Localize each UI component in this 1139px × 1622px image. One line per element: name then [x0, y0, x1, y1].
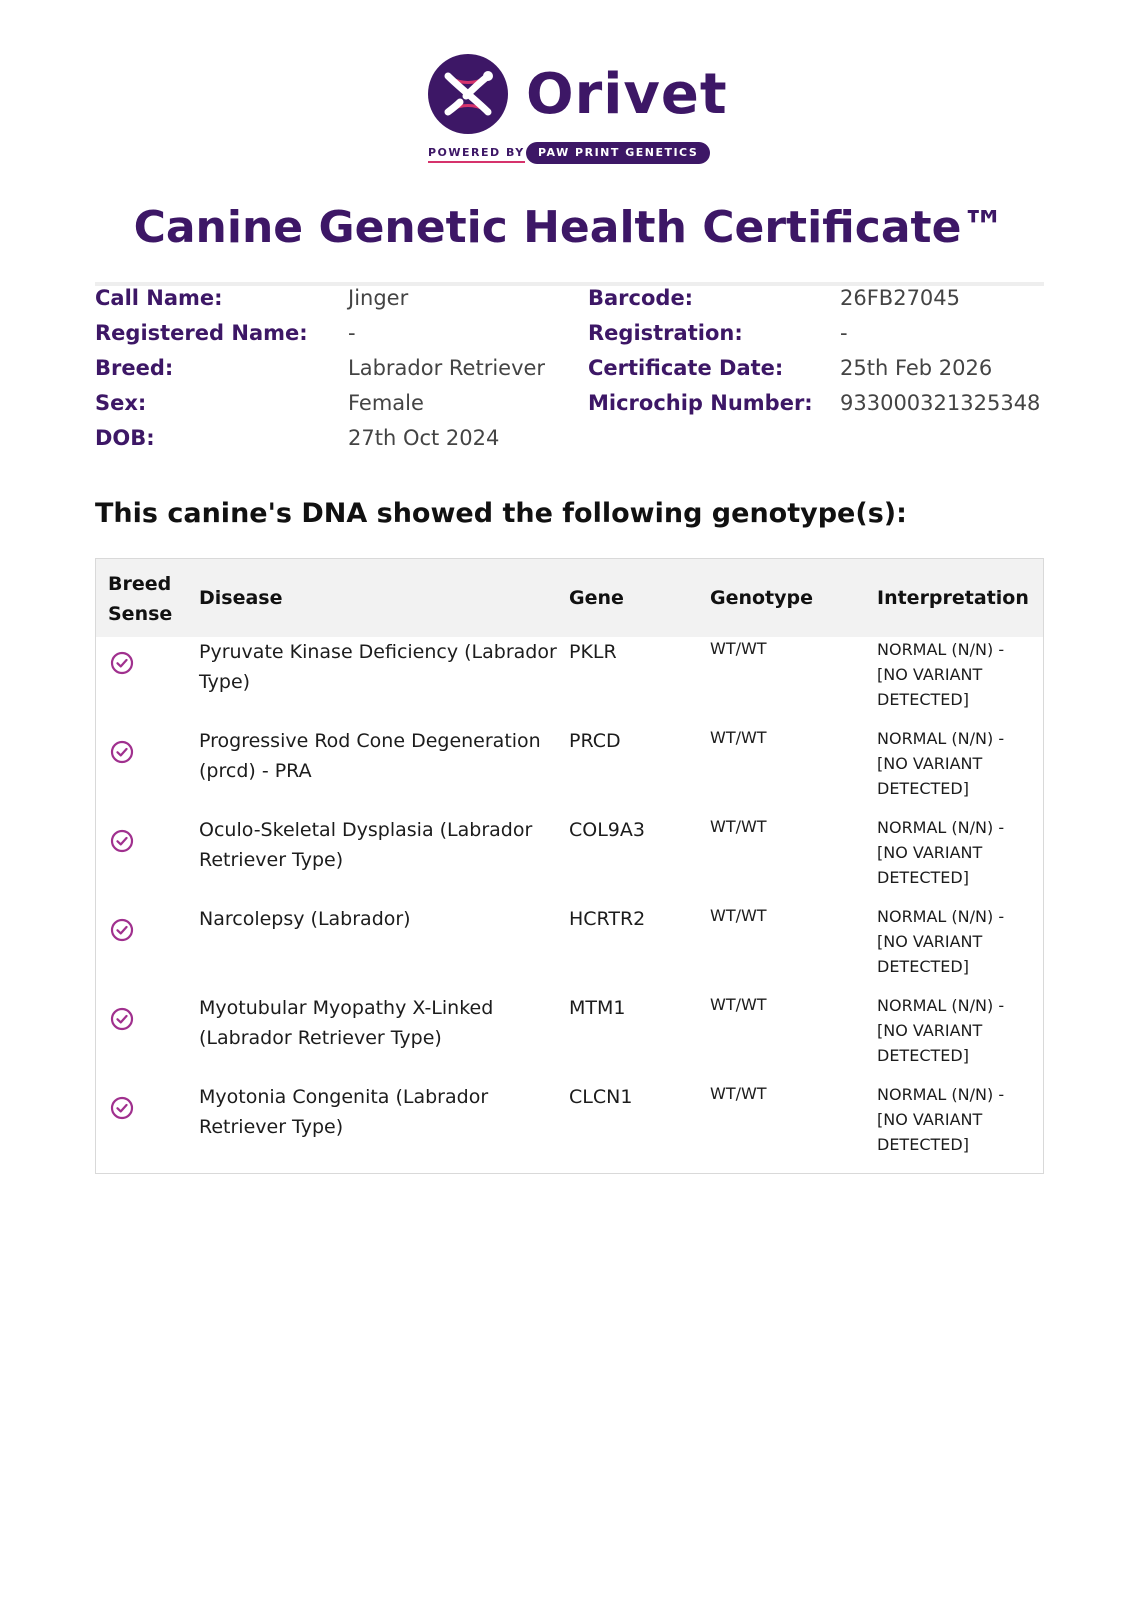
check-circle-icon	[110, 829, 134, 853]
genotype-cell: WT/WT	[710, 995, 767, 1014]
interpretation-line3: DETECTED]	[877, 868, 969, 887]
interpretation-line2: [NO VARIANT	[877, 665, 983, 684]
interpretation-line1: NORMAL (N/N) -	[877, 1085, 1005, 1104]
dob-label: DOB:	[95, 426, 155, 450]
disease-line2: (prcd) - PRA	[199, 760, 312, 782]
check-circle-icon	[110, 1096, 134, 1120]
check-circle-icon	[110, 918, 134, 942]
interpretation-line3: DETECTED]	[877, 1135, 969, 1154]
certificate-title: Canine Genetic Health Certificate™	[133, 202, 1006, 253]
disease-line2: Retriever Type)	[199, 1116, 344, 1138]
header-genotype: Genotype	[710, 587, 814, 609]
barcode-label: Barcode:	[588, 286, 694, 310]
microchip-label: Microchip Number:	[588, 391, 813, 415]
breed-label: Breed:	[95, 356, 174, 380]
registration-value: -	[840, 321, 848, 345]
table-header	[96, 559, 1043, 637]
registered-name-value: -	[348, 321, 356, 345]
interpretation-line3: DETECTED]	[877, 690, 969, 709]
gene-cell: PKLR	[569, 641, 617, 663]
disease-line1: Oculo-Skeletal Dysplasia (Labrador	[199, 819, 533, 841]
disease-line2: Retriever Type)	[199, 849, 344, 871]
disease-line1: Narcolepsy (Labrador)	[199, 908, 411, 930]
header-breed-sense-line1: Breed	[108, 573, 172, 595]
genotype-cell: WT/WT	[710, 639, 767, 658]
interpretation-line2: [NO VARIANT	[877, 754, 983, 773]
results-heading: This canine's DNA showed the following genotype(s):	[95, 498, 907, 529]
interpretation-line1: NORMAL (N/N) -	[877, 996, 1005, 1015]
genotype-cell: WT/WT	[710, 728, 767, 747]
header-interpretation: Interpretation	[877, 587, 1029, 609]
interpretation-line3: DETECTED]	[877, 779, 969, 798]
gene-cell: HCRTR2	[569, 908, 646, 930]
certificate-date-label: Certificate Date:	[588, 356, 784, 380]
microchip-value: 933000321325348	[840, 391, 1041, 415]
call-name-value: Jinger	[348, 286, 409, 310]
gene-cell: CLCN1	[569, 1086, 633, 1108]
sex-value: Female	[348, 391, 424, 415]
interpretation-line2: [NO VARIANT	[877, 932, 983, 951]
gene-cell: MTM1	[569, 997, 626, 1019]
interpretation-line1: NORMAL (N/N) -	[877, 640, 1005, 659]
table-row	[96, 904, 1043, 993]
table-row	[96, 993, 1043, 1082]
interpretation-line2: [NO VARIANT	[877, 1021, 983, 1040]
gene-cell: COL9A3	[569, 819, 645, 841]
check-circle-icon	[110, 740, 134, 764]
disease-line1: Myotonia Congenita (Labrador	[199, 1086, 489, 1108]
barcode-value: 26FB27045	[840, 286, 961, 310]
dob-value: 27th Oct 2024	[348, 426, 500, 450]
partner-badge: PAW PRINT GENETICS	[526, 142, 710, 164]
genotype-cell: WT/WT	[710, 906, 767, 925]
interpretation-line3: DETECTED]	[877, 1046, 969, 1065]
disease-line2: (Labrador Retriever Type)	[199, 1027, 442, 1049]
genotype-cell: WT/WT	[710, 1084, 767, 1103]
brand-name: Orivet	[526, 62, 728, 127]
check-circle-icon	[110, 651, 134, 675]
genotype-table	[95, 558, 1044, 1174]
certificate-date-value: 25th Feb 2026	[840, 356, 993, 380]
table-row	[96, 815, 1043, 904]
disease-line1: Pyruvate Kinase Deficiency (Labrador	[199, 641, 557, 663]
gene-cell: PRCD	[569, 730, 621, 752]
orivet-logo	[428, 54, 728, 166]
header-gene: Gene	[569, 587, 624, 609]
genotype-cell: WT/WT	[710, 817, 767, 836]
interpretation-line2: [NO VARIANT	[877, 1110, 983, 1129]
registered-name-label: Registered Name:	[95, 321, 308, 345]
sex-label: Sex:	[95, 391, 147, 415]
disease-line1: Progressive Rod Cone Degeneration	[199, 730, 541, 752]
table-row	[96, 726, 1043, 815]
breed-value: Labrador Retriever	[348, 356, 546, 380]
table-row	[96, 1082, 1043, 1171]
powered-by-label: POWERED BY	[428, 146, 525, 163]
interpretation-line2: [NO VARIANT	[877, 843, 983, 862]
header-disease: Disease	[199, 587, 283, 609]
table-row	[96, 637, 1043, 726]
interpretation-line3: DETECTED]	[877, 957, 969, 976]
interpretation-line1: NORMAL (N/N) -	[877, 729, 1005, 748]
registration-label: Registration:	[588, 321, 743, 345]
call-name-label: Call Name:	[95, 286, 223, 310]
interpretation-line1: NORMAL (N/N) -	[877, 818, 1005, 837]
header-breed-sense-line2: Sense	[108, 603, 173, 625]
disease-line1: Myotubular Myopathy X-Linked	[199, 997, 494, 1019]
check-circle-icon	[110, 1007, 134, 1031]
disease-line2: Type)	[199, 671, 251, 693]
interpretation-line1: NORMAL (N/N) -	[877, 907, 1005, 926]
dna-dog-icon	[428, 54, 508, 134]
